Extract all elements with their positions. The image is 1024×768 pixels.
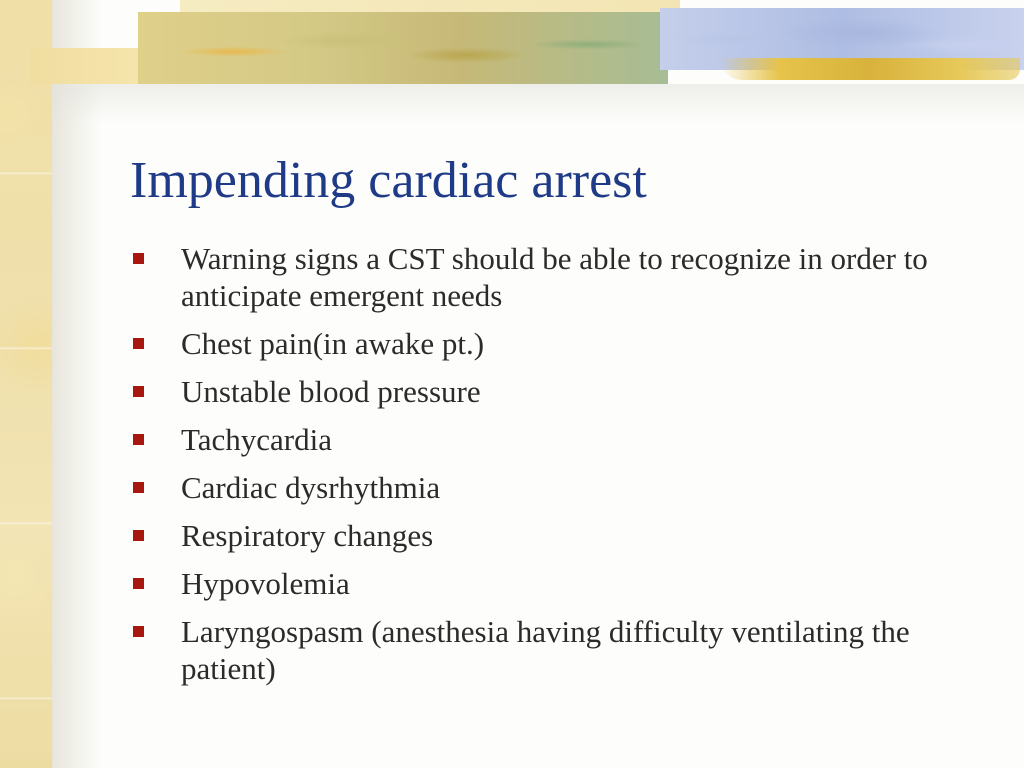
banner-autumn-leaves-image bbox=[138, 12, 668, 84]
square-bullet-icon bbox=[133, 253, 144, 264]
bullet-item bbox=[130, 325, 990, 362]
bullet-text: Respiratory changes bbox=[181, 518, 434, 553]
banner-golden-grass-image bbox=[720, 58, 1020, 80]
square-bullet-icon bbox=[133, 530, 144, 541]
bullet-item bbox=[130, 469, 990, 506]
bullet-item bbox=[130, 373, 990, 410]
bullet-text: Laryngospasm (anesthesia having difficulty ventilating the patient) bbox=[181, 614, 910, 686]
bullet-text: Tachycardia bbox=[181, 422, 333, 457]
square-bullet-icon bbox=[133, 482, 144, 493]
slide-title: Impending cardiac arrest bbox=[130, 152, 647, 209]
bullet-item bbox=[130, 421, 990, 458]
bullet-text: Cardiac dysrhythmia bbox=[181, 470, 441, 505]
bullet-text: Warning signs a CST should be able to recognize in order to anticipate emergent needs bbox=[181, 241, 928, 313]
banner-shadow bbox=[52, 84, 1024, 124]
square-bullet-icon bbox=[133, 338, 144, 349]
parchment-border bbox=[0, 0, 52, 768]
bullet-text: Chest pain(in awake pt.) bbox=[181, 326, 485, 361]
decorative-banner bbox=[0, 0, 1024, 90]
bullet-text: Hypovolemia bbox=[181, 566, 350, 601]
bullet-item bbox=[130, 565, 990, 602]
square-bullet-icon bbox=[133, 434, 144, 445]
bullet-item bbox=[130, 240, 990, 314]
square-bullet-icon bbox=[133, 626, 144, 637]
bullet-text: Unstable blood pressure bbox=[181, 374, 481, 409]
banner-parchment-block bbox=[30, 48, 150, 84]
square-bullet-icon bbox=[133, 386, 144, 397]
bullet-list bbox=[130, 240, 990, 698]
bullet-item bbox=[130, 517, 990, 554]
bullet-item bbox=[130, 613, 990, 687]
square-bullet-icon bbox=[133, 578, 144, 589]
